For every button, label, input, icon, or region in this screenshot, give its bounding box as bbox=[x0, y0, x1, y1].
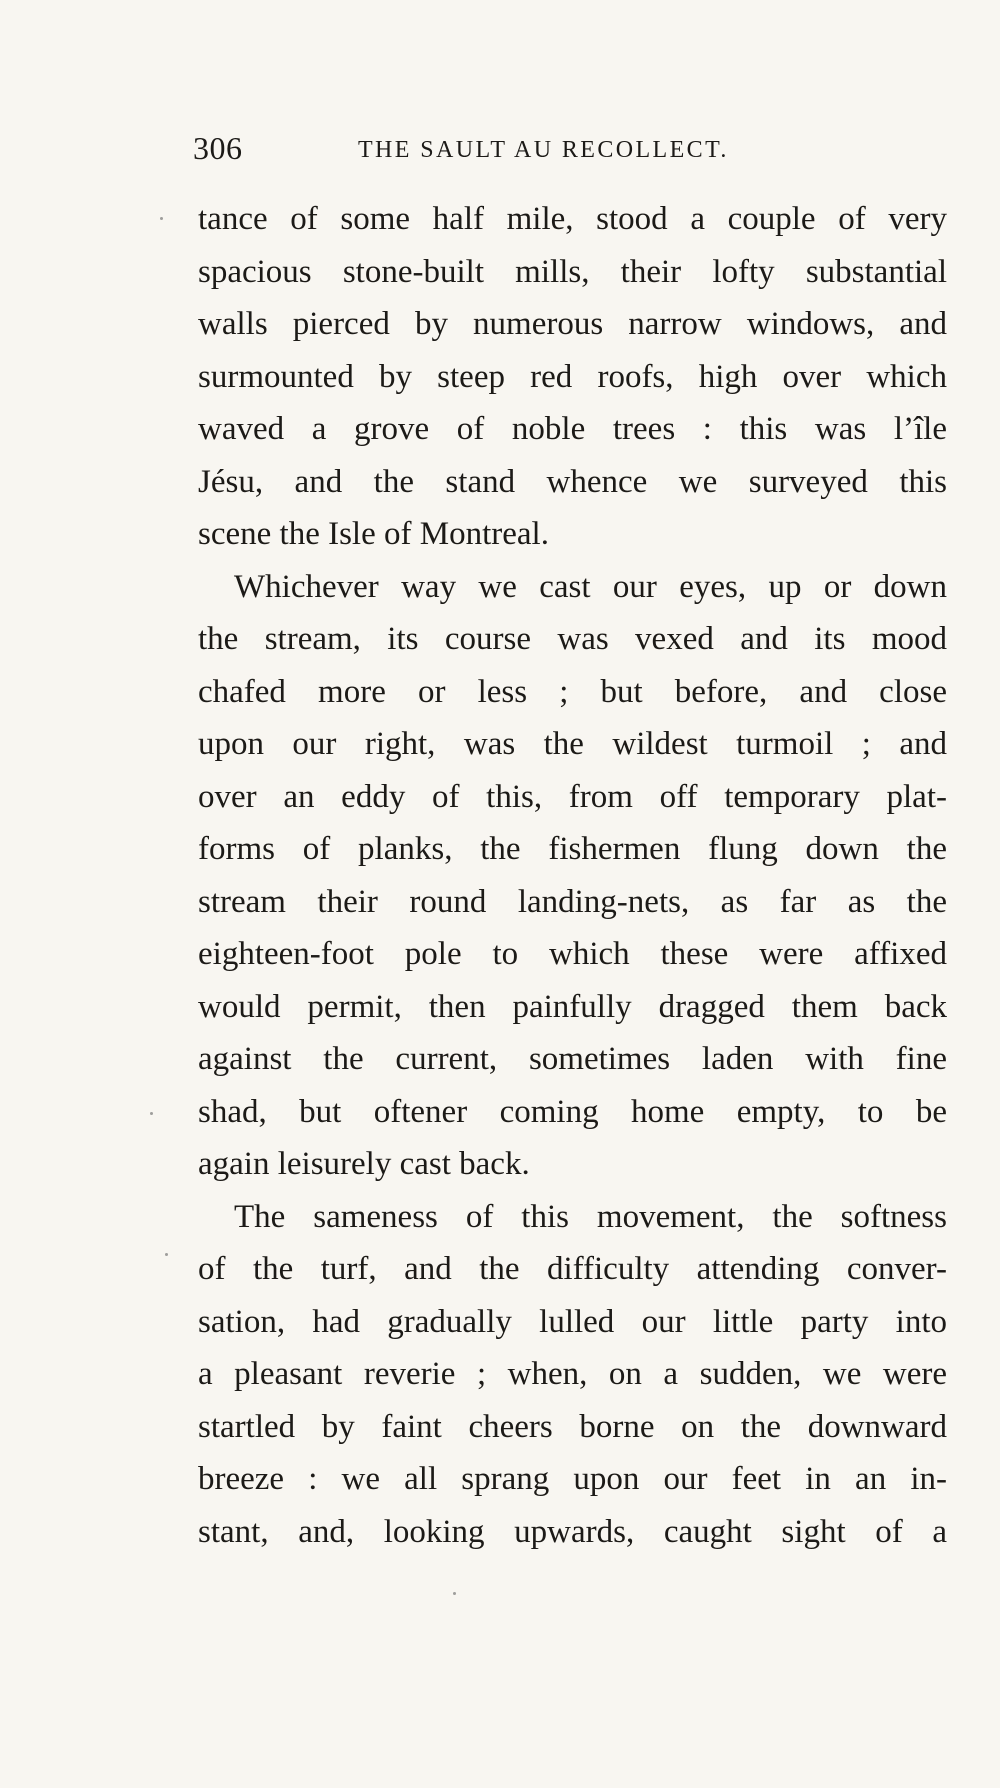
text-line: eighteen-foot pole to which these were affixed bbox=[198, 936, 947, 972]
text-line: stant, and, looking upwards, caught sight of a bbox=[198, 1513, 947, 1550]
text-line: the stream, its course was vexed and its mood bbox=[198, 621, 947, 657]
text-line: of the turf, and the difficulty attending conver- bbox=[198, 1251, 947, 1287]
text-line: spacious stone-built mills, their lofty substantial bbox=[198, 253, 947, 290]
text-line: would permit, then painfully dragged them back bbox=[198, 988, 947, 1025]
text-line: shad, but oftener coming home empty, to be bbox=[198, 1093, 947, 1130]
paper-speck bbox=[165, 1253, 168, 1256]
page-number: 306 bbox=[193, 130, 243, 166]
paragraph-3 bbox=[198, 1191, 947, 1559]
text-line: chafed more or less ; but before, and close bbox=[198, 673, 947, 710]
text-line: upon our right, was the wildest turmoil ; and bbox=[198, 726, 947, 762]
body-text bbox=[198, 193, 947, 1558]
text-line: The sameness of this movement, the softness bbox=[234, 1198, 947, 1235]
paper-speck bbox=[453, 1592, 456, 1595]
paper-speck bbox=[150, 1112, 153, 1115]
text-line: walls pierced by numerous narrow windows, and bbox=[198, 306, 947, 342]
text-line: Jésu, and the stand whence we surveyed this bbox=[198, 463, 947, 500]
running-title: THE SAULT AU RECOLLECT. bbox=[358, 137, 729, 163]
text-line: startled by faint cheers borne on the downward bbox=[198, 1408, 947, 1445]
text-line: again leisurely cast back. bbox=[198, 1146, 530, 1182]
paper-speck bbox=[160, 217, 163, 220]
text-line: waved a grove of noble trees : this was l’île bbox=[198, 411, 947, 447]
paragraph-2 bbox=[198, 561, 947, 1191]
text-line: surmounted by steep red roofs, high over which bbox=[198, 358, 947, 395]
text-line: over an eddy of this, from off temporary plat- bbox=[198, 778, 947, 815]
text-line: against the current, sometimes laden with fine bbox=[198, 1041, 947, 1077]
text-line: scene the Isle of Montreal. bbox=[198, 516, 549, 552]
text-line: a pleasant reverie ; when, on a sudden, we were bbox=[198, 1356, 947, 1392]
text-line: forms of planks, the fishermen flung down the bbox=[198, 831, 947, 867]
text-line: stream their round landing-nets, as far as the bbox=[198, 883, 947, 920]
text-line: tance of some half mile, stood a couple of very bbox=[198, 201, 947, 237]
running-head bbox=[193, 128, 947, 168]
paragraph-1 bbox=[198, 193, 947, 561]
text-line: Whichever way we cast our eyes, up or down bbox=[234, 568, 947, 605]
text-line: breeze : we all sprang upon our feet in an in- bbox=[198, 1461, 947, 1497]
text-line: sation, had gradually lulled our little party into bbox=[198, 1303, 947, 1340]
